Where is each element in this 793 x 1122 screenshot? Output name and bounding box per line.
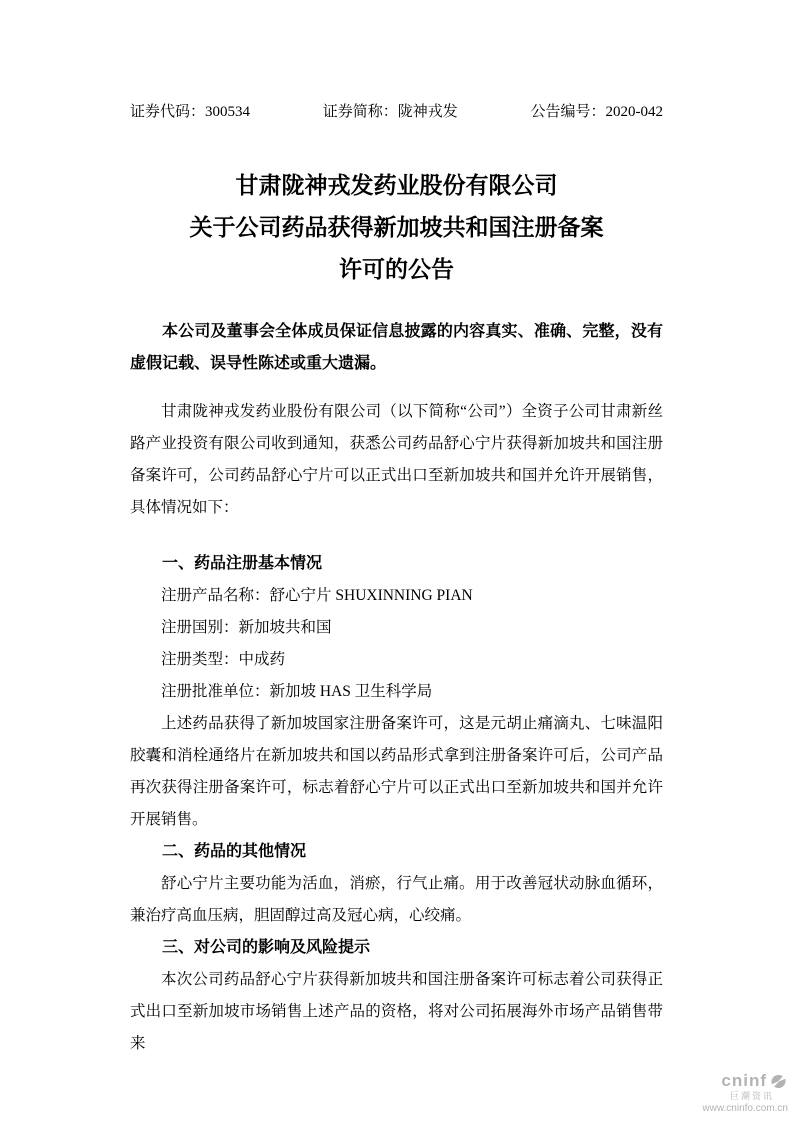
intro-paragraph: 甘肃陇神戎发药业股份有限公司（以下简称“公司”）全资子公司甘肃新丝路产业投资有限公司收到通知，获悉公司药品舒心宁片获得新加坡共和国注册备案许可，公司药品舒心宁片可以正式出口至新加坡共和国并允许开展销售，具体情况如下：	[130, 403, 663, 516]
document-content	[130, 0, 663, 1060]
cninfo-swirl-icon	[769, 1072, 788, 1091]
announcement-number-label: 公告编号：2020-042	[530, 104, 663, 120]
page-title-line-1: 甘肃陇神戎发药业股份有限公司	[235, 172, 558, 198]
cninfo-brand-text: cninf	[721, 1071, 767, 1091]
section-3-paragraph: 本次公司药品舒心宁片获得新加坡共和国注册备案许可标志着公司获得正式出口至新加坡市场销售上述产品的资格，将对公司拓展海外市场产品销售带来	[130, 971, 663, 1052]
cninfo-chinese-name: 巨潮资讯	[729, 1091, 774, 1101]
registration-country: 注册国别：新加坡共和国	[161, 619, 332, 636]
cninfo-logo	[698, 1072, 788, 1091]
section-2-heading: 二、药品的其他情况	[162, 843, 307, 860]
section-1-paragraph: 上述药品获得了新加坡国家注册备案许可，这是元胡止痛滴丸、七味温阳胶囊和消栓通络片在新加坡共和国以药品形式拿到注册备案许可后，公司产品再次获得注册备案许可，标志着舒心宁片可以正式出口至新加坡共和国并允许开展销售。	[130, 715, 663, 828]
registration-approver: 注册批准单位：新加坡 HAS 卫生科学局	[161, 683, 433, 700]
registration-type: 注册类型：中成药	[161, 651, 286, 668]
cninfo-watermark	[698, 1072, 788, 1114]
page-title-line-2: 关于公司药品获得新加坡共和国注册备案	[189, 214, 604, 240]
stock-abbr-label: 证券简称：陇神戎发	[322, 104, 458, 120]
page-title	[130, 164, 663, 290]
disclaimer-paragraph: 本公司及董事会全体成员保证信息披露的内容真实、准确、完整，没有虚假记载、误导性陈述或重大遗漏。	[130, 323, 663, 372]
page-title-line-3: 许可的公告	[339, 256, 454, 282]
cninfo-url: www.cninfo.com.cn	[702, 1102, 788, 1114]
section-2-paragraph: 舒心宁片主要功能为活血，消瘀，行气止痛。用于改善冠状动脉血循环，兼治疗高血压病，胆固醇过高及冠心病，心绞痛。	[130, 875, 663, 924]
section-1-heading: 一、药品注册基本情况	[162, 555, 323, 572]
registration-product-name: 注册产品名称：舒心宁片 SHUXINNING PIAN	[161, 587, 473, 604]
section-3-heading: 三、对公司的影响及风险提示	[162, 939, 371, 956]
stock-code-label: 证券代码：300534	[130, 104, 251, 120]
document-header-row	[130, 0, 663, 122]
